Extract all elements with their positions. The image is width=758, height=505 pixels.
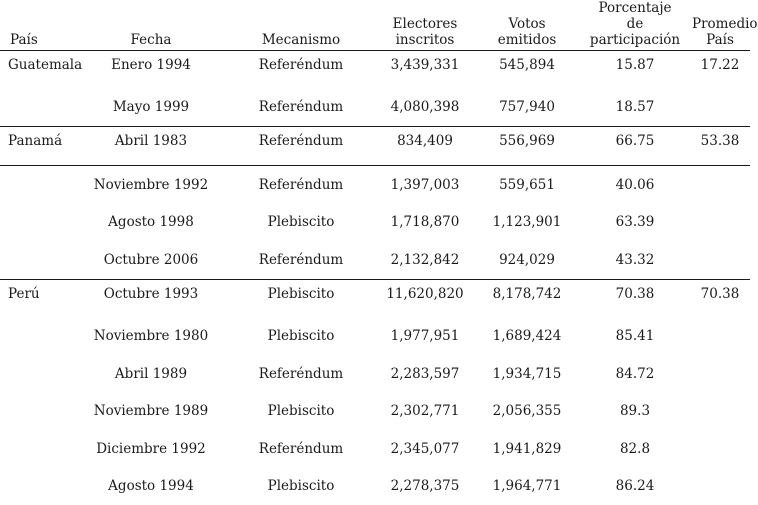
cell-pais [0, 203, 76, 241]
cell-porcentaje: 43.32 [615, 251, 655, 268]
cell-votos: 1,941,829 [492, 440, 562, 457]
cell-pais: Perú [8, 285, 40, 302]
cell-electores: 2,302,771 [390, 403, 460, 420]
cell-promedio [690, 468, 750, 505]
table-row [0, 127, 750, 166]
cell-fecha: Octubre 1993 [103, 285, 199, 302]
table-row [0, 355, 750, 393]
table-row [0, 392, 750, 430]
table-row [0, 317, 750, 355]
cell-fecha: Noviembre 1989 [93, 403, 209, 420]
cell-votos: 924,029 [499, 251, 555, 268]
cell-electores: 1,397,003 [390, 176, 460, 193]
cell-porcentaje: 86.24 [615, 478, 655, 495]
cell-porcentaje: 63.39 [615, 214, 655, 231]
header-fecha: Fecha [130, 32, 172, 48]
cell-mecanismo: Plebiscito [267, 403, 335, 420]
header-pais: País [10, 32, 38, 48]
cell-votos: 545,894 [499, 57, 555, 73]
table-row [0, 430, 750, 468]
cell-mecanismo: Referéndum [258, 440, 344, 457]
cell-mecanismo: Referéndum [258, 251, 344, 268]
cell-mecanismo: Plebiscito [267, 327, 335, 344]
cell-votos: 1,964,771 [492, 478, 562, 495]
cell-pais: Panamá [8, 133, 63, 150]
cell-electores: 2,278,375 [390, 478, 460, 495]
cell-porcentaje: 18.57 [615, 99, 655, 116]
cell-promedio: 17.22 [700, 57, 740, 73]
header-electores: Electores inscritos [392, 16, 458, 48]
table-row [0, 89, 750, 127]
cell-votos: 1,689,424 [492, 327, 562, 344]
cell-promedio [690, 89, 750, 127]
cell-porcentaje: 66.75 [615, 133, 655, 150]
cell-votos: 1,934,715 [492, 365, 562, 382]
cell-mecanismo: Referéndum [258, 176, 344, 193]
cell-electores: 2,283,597 [390, 365, 460, 382]
table-row [0, 468, 750, 505]
cell-promedio [690, 355, 750, 393]
header-promedio: Promedio País [692, 16, 758, 48]
cell-fecha: Enero 1994 [111, 57, 191, 73]
cell-electores: 2,345,077 [390, 440, 460, 457]
cell-fecha: Noviembre 1992 [93, 176, 209, 193]
cell-votos: 8,178,742 [492, 285, 562, 302]
cell-mecanismo: Plebiscito [267, 214, 335, 231]
cell-promedio [690, 165, 750, 203]
cell-electores: 2,132,842 [390, 251, 460, 268]
cell-pais [0, 89, 76, 127]
cell-porcentaje: 84.72 [615, 365, 655, 382]
table-row [0, 203, 750, 241]
cell-electores: 11,620,820 [386, 285, 464, 302]
table-row [0, 51, 750, 89]
cell-porcentaje: 85.41 [615, 327, 655, 344]
cell-mecanismo: Referéndum [258, 365, 344, 382]
cell-promedio: 53.38 [700, 133, 740, 150]
cell-votos: 2,056,355 [492, 403, 562, 420]
table-row [0, 165, 750, 203]
cell-votos: 559,651 [499, 176, 555, 193]
header-porcentaje: Porcentaje de participación [589, 0, 681, 48]
cell-pais [0, 241, 76, 279]
cell-pais [0, 317, 76, 355]
cell-pais: Guatemala [8, 57, 83, 73]
cell-promedio [690, 241, 750, 279]
cell-fecha: Abril 1983 [114, 133, 188, 150]
header-row [0, 0, 750, 51]
cell-votos: 556,969 [499, 133, 555, 150]
cell-fecha: Agosto 1998 [108, 214, 194, 231]
cell-pais [0, 355, 76, 393]
cell-fecha: Octubre 2006 [103, 251, 199, 268]
cell-fecha: Noviembre 1980 [93, 327, 209, 344]
cell-electores: 3,439,331 [390, 57, 460, 73]
cell-promedio [690, 203, 750, 241]
cell-votos: 757,940 [499, 99, 555, 116]
cell-electores: 834,409 [397, 133, 453, 150]
header-votos: Votos emitidos [497, 16, 557, 48]
cell-mecanismo: Plebiscito [267, 478, 335, 495]
cell-porcentaje: 15.87 [615, 57, 655, 73]
cell-pais [0, 468, 76, 505]
cell-porcentaje: 89.3 [619, 403, 651, 420]
cell-votos: 1,123,901 [492, 214, 562, 231]
cell-pais [0, 165, 76, 203]
cell-fecha: Abril 1989 [114, 365, 188, 382]
table-row [0, 241, 750, 279]
cell-promedio [690, 430, 750, 468]
header-mecanismo: Mecanismo [261, 32, 341, 48]
cell-pais [0, 430, 76, 468]
cell-electores: 1,718,870 [390, 214, 460, 231]
cell-pais [0, 392, 76, 430]
cell-mecanismo: Referéndum [258, 133, 344, 150]
cell-porcentaje: 70.38 [615, 285, 655, 302]
cell-fecha: Diciembre 1992 [96, 440, 206, 457]
cell-mecanismo: Referéndum [258, 99, 344, 116]
cell-mecanismo: Plebiscito [267, 285, 335, 302]
cell-promedio [690, 317, 750, 355]
cell-electores: 1,977,951 [390, 327, 460, 344]
cell-porcentaje: 82.8 [619, 440, 651, 457]
cell-porcentaje: 40.06 [615, 176, 655, 193]
table-row [0, 279, 750, 317]
cell-fecha: Agosto 1994 [108, 478, 194, 495]
cell-fecha: Mayo 1999 [112, 99, 190, 116]
cell-electores: 4,080,398 [390, 99, 460, 116]
cell-mecanismo: Referéndum [258, 57, 344, 73]
cell-promedio: 70.38 [700, 285, 740, 302]
cell-promedio [690, 392, 750, 430]
